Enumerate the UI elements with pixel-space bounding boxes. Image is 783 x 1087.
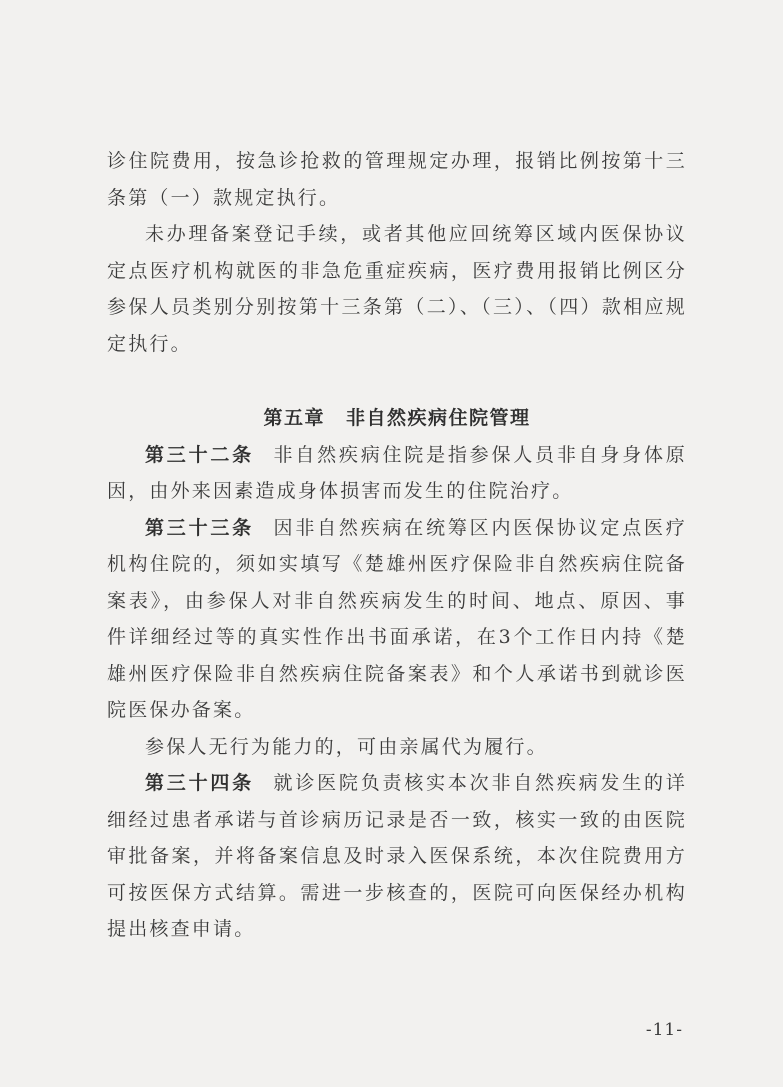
article-text: 非自然疾病住院是指参保人员非自身身体原因，由外来因素造成身体损害而发生的住院治疗。 bbox=[107, 443, 687, 502]
chapter-title: 非自然疾病住院管理 bbox=[345, 407, 531, 429]
page-number: -11- bbox=[645, 1020, 683, 1040]
chapter-number: 第五章 bbox=[263, 407, 326, 429]
paragraph-continuation: 诊住院费用，按急诊抢救的管理规定办理，报销比例按第十三条第（一）款规定执行。 bbox=[107, 150, 687, 209]
chapter-heading bbox=[107, 400, 687, 437]
article-32 bbox=[107, 437, 687, 510]
article-33-followup: 参保人无行为能力的，可由亲属代为履行。 bbox=[145, 735, 548, 758]
document-body bbox=[107, 143, 687, 948]
article-label: 第三十三条 bbox=[145, 516, 254, 539]
article-label: 第三十四条 bbox=[145, 772, 254, 794]
article-34 bbox=[107, 765, 687, 948]
article-label: 第三十二条 bbox=[145, 443, 254, 466]
article-text: 因非自然疾病在统筹区内医保协议定点医疗机构住院的，须如实填写《楚雄州医疗保险非自然疾病住院备案表》，由参保人对非自然疾病发生的时间、地点、原因、事件详细经过等的真实性作出书面承诺，在3个工作日内持《楚雄州医疗保险非自然疾病住院备案表》和个人承诺书到就诊医院医保办备案。 bbox=[107, 516, 687, 721]
article-text: 就诊医院负责核实本次非自然疾病发生的详细经过患者承诺与首诊病历记录是否一致，核实一致的由医院审批备案，并将备案信息及时录入医保系统，本次住院费用方可按医保方式结算。需进一步核查的，医院可向医保经办机构提出核查申请。 bbox=[107, 772, 687, 940]
paragraph-unregistered: 未办理备案登记手续，或者其他应回统筹区域内医保协议定点医疗机构就医的非急危重症疾病，医疗费用报销比例区分参保人员类别分别按第十三条第（二）、（三）、（四）款相应规定执行。 bbox=[107, 223, 687, 355]
article-33 bbox=[107, 510, 687, 729]
